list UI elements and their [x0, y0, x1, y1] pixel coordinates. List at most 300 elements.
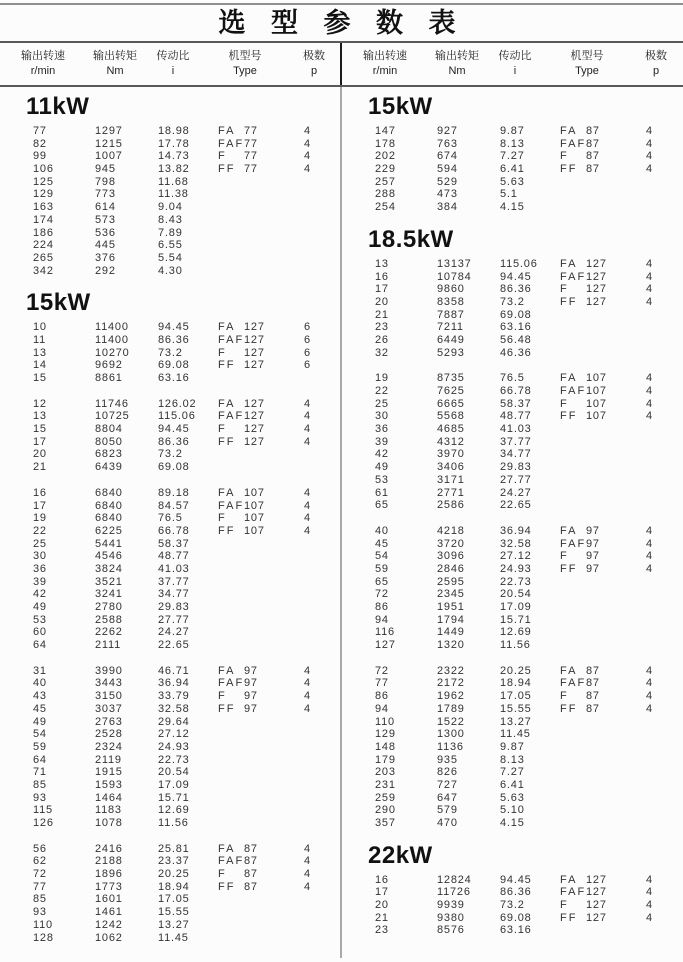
poles-cell: [629, 588, 669, 601]
table-row: [0, 347, 340, 360]
type-size-cell: [586, 924, 629, 937]
speed-cell: 13: [33, 346, 47, 359]
table-row: [0, 525, 340, 538]
type-prefix-cell: [560, 924, 586, 937]
table-row: [0, 601, 340, 614]
ratio-cell: 15.71: [158, 791, 190, 804]
speed-cell: 85: [33, 778, 47, 791]
torque-cell: 9380: [437, 911, 465, 924]
table-row: [342, 766, 682, 779]
torque-cell: 2528: [95, 728, 123, 741]
type-prefix-cell: [560, 754, 586, 767]
type-prefix-cell: FA: [218, 664, 236, 677]
type-size-cell: [586, 474, 629, 487]
poles-cell: [287, 804, 327, 817]
type-prefix-cell: F: [218, 868, 227, 881]
ratio-cell: 36.94: [158, 677, 190, 690]
poles-cell: [629, 792, 669, 805]
table-row: [342, 525, 682, 538]
speed-cell: 25: [33, 537, 47, 550]
poles-cell: 4: [645, 873, 653, 886]
poles-cell: 4: [645, 410, 653, 423]
type-size-cell: 97: [586, 524, 600, 537]
type-size-cell: 87: [586, 664, 600, 677]
torque-cell: 3171: [437, 473, 465, 486]
poles-cell: [287, 239, 327, 252]
speed-cell: 22: [375, 385, 389, 397]
poles-cell: [629, 576, 669, 589]
torque-cell: 384: [437, 201, 458, 214]
type-size-cell: [244, 176, 287, 189]
column-header-label: 极数: [303, 50, 325, 62]
table-row: [342, 150, 682, 163]
type-size-cell: 127: [244, 359, 265, 372]
table-row: [342, 372, 682, 385]
speed-cell: 229: [375, 163, 396, 176]
torque-cell: 470: [437, 817, 458, 829]
table-row: [0, 614, 340, 627]
poles-cell: 4: [303, 486, 311, 499]
type-size-cell: 107: [586, 385, 607, 397]
ratio-cell: 5.10: [500, 804, 525, 817]
speed-cell: 54: [33, 728, 47, 741]
poles-cell: 4: [303, 423, 311, 436]
type-prefix-cell: [218, 227, 244, 240]
poles-cell: [629, 766, 669, 779]
torque-cell: 2588: [95, 613, 123, 626]
table-row: [0, 188, 340, 201]
type-size-cell: 97: [244, 677, 258, 690]
type-prefix-cell: [218, 188, 244, 201]
speed-cell: 15: [33, 372, 47, 384]
torque-cell: 11746: [95, 397, 129, 410]
type-size-cell: [244, 932, 287, 945]
type-size-cell: 97: [244, 664, 258, 677]
type-size-cell: 87: [244, 880, 258, 893]
torque-cell: 826: [437, 766, 458, 779]
type-prefix-cell: [218, 728, 244, 741]
table-row: [342, 347, 682, 360]
table-row: [0, 703, 340, 716]
table-row: [342, 188, 682, 201]
ratio-cell: 13.82: [158, 163, 190, 176]
type-prefix-cell: [218, 448, 244, 461]
speed-cell: 56: [33, 842, 47, 855]
type-size-cell: [586, 728, 629, 741]
type-prefix-cell: F: [560, 899, 569, 912]
column-header-label: 传动比: [498, 50, 532, 62]
type-size-cell: [244, 893, 287, 906]
torque-cell: 9939: [437, 899, 465, 912]
type-prefix-cell: [560, 436, 586, 449]
type-size-cell: [244, 563, 287, 576]
torque-cell: 573: [95, 213, 116, 226]
table-row: [0, 448, 340, 461]
type-size-cell: 127: [586, 899, 607, 912]
ratio-cell: 32.58: [158, 702, 190, 715]
type-size-cell: [586, 309, 629, 322]
table-row: [342, 639, 682, 652]
type-prefix-cell: [560, 347, 586, 360]
speed-cell: 259: [375, 791, 396, 804]
type-size-cell: [586, 487, 629, 500]
table-row: [0, 728, 340, 741]
type-size-cell: [244, 741, 287, 754]
ratio-cell: 22.65: [158, 639, 190, 652]
type-prefix-cell: FF: [218, 880, 236, 893]
torque-cell: 1593: [95, 778, 123, 791]
poles-cell: 4: [645, 702, 653, 715]
column-header-unit: Type: [575, 65, 599, 77]
torque-cell: 8861: [95, 372, 123, 384]
left-column: [0, 87, 340, 958]
poles-cell: [287, 716, 327, 729]
data-block: [0, 125, 340, 277]
torque-cell: 5568: [437, 410, 465, 423]
speed-cell: 65: [375, 499, 389, 512]
type-prefix-cell: FF: [218, 163, 236, 176]
poles-cell: 4: [645, 125, 653, 137]
type-prefix-cell: F: [560, 150, 569, 163]
poles-cell: [629, 201, 669, 214]
poles-cell: 4: [303, 842, 311, 855]
poles-cell: [287, 176, 327, 189]
speed-cell: 85: [33, 893, 47, 906]
type-size-cell: [244, 639, 287, 652]
torque-cell: 3241: [95, 588, 123, 601]
table-row: [0, 214, 340, 227]
column-header-label: 输出转速: [363, 50, 407, 62]
table-row: [0, 893, 340, 906]
table-row: [342, 754, 682, 767]
torque-cell: 3720: [437, 537, 465, 550]
poles-cell: 4: [303, 690, 311, 703]
poles-cell: [287, 265, 327, 278]
type-size-cell: 127: [586, 270, 607, 283]
type-prefix-cell: [218, 614, 244, 627]
torque-cell: 292: [95, 264, 116, 277]
table-row: [0, 550, 340, 563]
table-row: [0, 741, 340, 754]
type-size-cell: 127: [244, 397, 265, 410]
column-header-ratio: [486, 48, 544, 85]
type-size-cell: 107: [586, 410, 607, 423]
type-prefix-cell: [560, 626, 586, 639]
poles-cell: [287, 588, 327, 601]
torque-cell: 1951: [437, 601, 465, 613]
table-row: [0, 176, 340, 189]
table-row: [342, 563, 682, 576]
table-row: [0, 372, 340, 385]
type-size-cell: [244, 538, 287, 551]
ratio-cell: 17.05: [500, 690, 532, 703]
type-size-cell: [244, 188, 287, 201]
poles-cell: [629, 614, 669, 627]
ratio-cell: 46.36: [500, 346, 532, 359]
torque-cell: 945: [95, 163, 116, 176]
ratio-cell: 94.45: [158, 423, 190, 436]
poles-cell: 4: [645, 137, 653, 150]
speed-cell: 21: [375, 308, 389, 321]
type-size-cell: [244, 252, 287, 265]
type-size-cell: 127: [244, 423, 265, 436]
table-row: [342, 576, 682, 589]
table-row: [0, 588, 340, 601]
type-size-cell: 127: [244, 346, 265, 359]
ratio-cell: 13.27: [158, 918, 190, 931]
poles-cell: [629, 754, 669, 767]
poles-cell: [287, 461, 327, 474]
poles-cell: [287, 448, 327, 461]
speed-cell: 106: [33, 163, 54, 176]
right-column: [342, 87, 682, 958]
type-prefix-cell: FF: [218, 524, 236, 537]
torque-cell: 1915: [95, 766, 123, 779]
type-size-cell: [586, 448, 629, 461]
torque-cell: 4218: [437, 524, 465, 537]
poles-cell: [629, 461, 669, 474]
torque-cell: 1773: [95, 880, 123, 893]
type-size-cell: [244, 906, 287, 919]
speed-cell: 54: [375, 550, 389, 563]
speed-cell: 26: [375, 333, 389, 346]
speed-cell: 22: [33, 524, 47, 537]
data-block: [342, 525, 682, 652]
poles-cell: [629, 626, 669, 639]
torque-cell: 2111: [95, 639, 122, 652]
type-size-cell: [586, 626, 629, 639]
type-size-cell: [586, 779, 629, 792]
ratio-cell: 17.05: [158, 893, 190, 906]
table-row: [342, 703, 682, 716]
torque-cell: 529: [437, 175, 458, 188]
data-block: [342, 665, 682, 830]
table-row: [342, 138, 682, 151]
type-size-cell: 127: [244, 410, 265, 423]
type-size-cell: 127: [586, 886, 607, 899]
type-prefix-cell: FA: [218, 486, 236, 499]
poles-cell: [287, 906, 327, 919]
table-row: [342, 176, 682, 189]
poles-cell: 6: [303, 321, 311, 334]
type-size-cell: [586, 766, 629, 779]
ratio-cell: 4.15: [500, 817, 525, 829]
torque-cell: 3037: [95, 702, 123, 715]
ratio-cell: 24.93: [158, 740, 190, 753]
table-row: [342, 899, 682, 912]
torque-cell: 2416: [95, 842, 123, 855]
speed-cell: 86: [375, 601, 389, 613]
table-row: [0, 919, 340, 932]
torque-cell: 1522: [437, 715, 465, 728]
type-prefix-cell: [560, 309, 586, 322]
speed-cell: 16: [33, 486, 47, 499]
ratio-cell: 73.2: [158, 448, 183, 461]
torque-cell: 7625: [437, 385, 465, 397]
ratio-cell: 11.38: [158, 188, 189, 201]
ratio-cell: 15.55: [500, 702, 532, 715]
poles-cell: [629, 639, 669, 652]
type-prefix-cell: [560, 817, 586, 830]
column-header-unit: r/min: [372, 65, 398, 77]
table-row: [342, 461, 682, 474]
speed-cell: 224: [33, 239, 54, 252]
speed-cell: 72: [375, 588, 389, 601]
column-header-label: 机型号: [570, 50, 604, 62]
speed-cell: 72: [33, 868, 47, 881]
poles-cell: [629, 309, 669, 322]
ratio-cell: 29.83: [500, 461, 532, 474]
table-row: [0, 868, 340, 881]
section-heading-15kw: 15kW: [26, 289, 91, 317]
ratio-cell: 115.06: [500, 257, 538, 270]
column-header-unit: Type: [233, 65, 257, 77]
type-prefix-cell: [218, 754, 244, 767]
torque-cell: 13137: [437, 257, 472, 270]
torque-cell: 2324: [95, 740, 123, 753]
speed-cell: 163: [33, 201, 54, 214]
poles-cell: 4: [303, 397, 311, 410]
table-row: [342, 912, 682, 925]
table-row: [0, 665, 340, 678]
column-header-poles: [288, 48, 340, 85]
table-row: [342, 334, 682, 347]
table-row: [342, 321, 682, 334]
ratio-cell: 41.03: [158, 562, 190, 575]
type-prefix-cell: FF: [560, 295, 578, 308]
torque-cell: 3406: [437, 461, 465, 474]
type-prefix-cell: FAF: [560, 270, 587, 283]
torque-cell: 8050: [95, 435, 123, 448]
speed-cell: 10: [33, 321, 47, 334]
torque-cell: 935: [437, 753, 458, 766]
poles-cell: 6: [303, 333, 311, 346]
type-prefix-cell: FAF: [218, 410, 245, 423]
type-prefix-cell: [218, 601, 244, 614]
ratio-cell: 69.08: [158, 461, 190, 474]
torque-cell: 6449: [437, 333, 465, 346]
type-size-cell: [586, 461, 629, 474]
type-prefix-cell: [218, 626, 244, 639]
ratio-cell: 22.65: [500, 499, 532, 512]
torque-cell: 1007: [95, 150, 123, 163]
type-prefix-cell: [218, 766, 244, 779]
speed-cell: 99: [33, 150, 47, 163]
ratio-cell: 11.45: [500, 728, 531, 741]
type-size-cell: 87: [244, 855, 258, 868]
speed-cell: 30: [375, 410, 389, 423]
torque-cell: 11400: [95, 333, 129, 346]
data-block: [0, 321, 340, 384]
poles-cell: [287, 626, 327, 639]
poles-cell: 4: [303, 677, 311, 690]
torque-cell: 2345: [437, 588, 465, 601]
type-size-cell: [244, 919, 287, 932]
type-prefix-cell: FF: [560, 410, 578, 423]
speed-cell: 115: [33, 804, 53, 817]
type-prefix-cell: [560, 334, 586, 347]
torque-cell: 6840: [95, 499, 123, 512]
type-size-cell: 77: [244, 137, 258, 150]
torque-cell: 6823: [95, 448, 123, 461]
ratio-cell: 11.56: [500, 639, 531, 652]
speed-cell: 59: [375, 562, 389, 575]
type-prefix-cell: [560, 804, 586, 817]
type-size-cell: 87: [586, 702, 600, 715]
torque-cell: 3521: [95, 575, 123, 588]
type-prefix-cell: [218, 588, 244, 601]
torque-cell: 376: [95, 251, 116, 264]
ratio-cell: 27.77: [158, 613, 190, 626]
torque-cell: 2771: [437, 486, 465, 499]
poles-cell: [287, 754, 327, 767]
speed-cell: 11: [33, 333, 47, 346]
ratio-cell: 66.78: [158, 524, 190, 537]
speed-cell: 32: [375, 346, 389, 359]
ratio-cell: 5.63: [500, 175, 525, 188]
type-size-cell: 97: [586, 550, 600, 563]
type-prefix-cell: FA: [560, 125, 578, 137]
type-prefix-cell: FA: [218, 321, 236, 334]
poles-cell: [629, 448, 669, 461]
poles-cell: [629, 487, 669, 500]
speed-cell: 40: [33, 677, 47, 690]
type-size-cell: [586, 436, 629, 449]
type-size-cell: 107: [244, 512, 265, 525]
speed-cell: 31: [33, 664, 47, 677]
ratio-cell: 23.37: [158, 855, 190, 868]
table-row: [0, 125, 340, 138]
poles-cell: [287, 792, 327, 805]
type-size-cell: [586, 334, 629, 347]
type-prefix-cell: F: [218, 346, 227, 359]
ratio-cell: 69.08: [500, 911, 532, 924]
table-row: [0, 843, 340, 856]
speed-cell: 45: [375, 537, 389, 550]
type-prefix-cell: [218, 265, 244, 278]
type-prefix-cell: [218, 576, 244, 589]
torque-cell: 3990: [95, 664, 123, 677]
table-row: [342, 792, 682, 805]
ratio-cell: 86.36: [500, 283, 532, 296]
poles-cell: [287, 639, 327, 652]
type-size-cell: [244, 626, 287, 639]
type-prefix-cell: F: [560, 690, 569, 703]
table-body: [0, 87, 683, 958]
speed-cell: 15: [33, 423, 47, 436]
table-row: [342, 728, 682, 741]
speed-cell: 21: [375, 911, 389, 924]
speed-cell: 231: [375, 778, 396, 791]
table-row: [0, 150, 340, 163]
type-size-cell: 97: [244, 690, 258, 703]
section-heading-18-5kw: 18.5kW: [368, 225, 454, 253]
type-prefix-cell: FA: [218, 842, 236, 855]
column-header-unit: i: [513, 65, 517, 77]
speed-cell: 49: [33, 715, 47, 728]
type-size-cell: [244, 265, 287, 278]
torque-cell: 2763: [95, 715, 123, 728]
type-prefix-cell: FA: [560, 524, 578, 537]
table-row: [342, 665, 682, 678]
type-size-cell: 107: [586, 372, 607, 385]
type-size-cell: 97: [244, 702, 258, 715]
poles-cell: [287, 728, 327, 741]
speed-cell: 179: [375, 753, 396, 766]
torque-cell: 2846: [437, 562, 465, 575]
table-row: [342, 601, 682, 614]
type-size-cell: 97: [586, 537, 600, 550]
